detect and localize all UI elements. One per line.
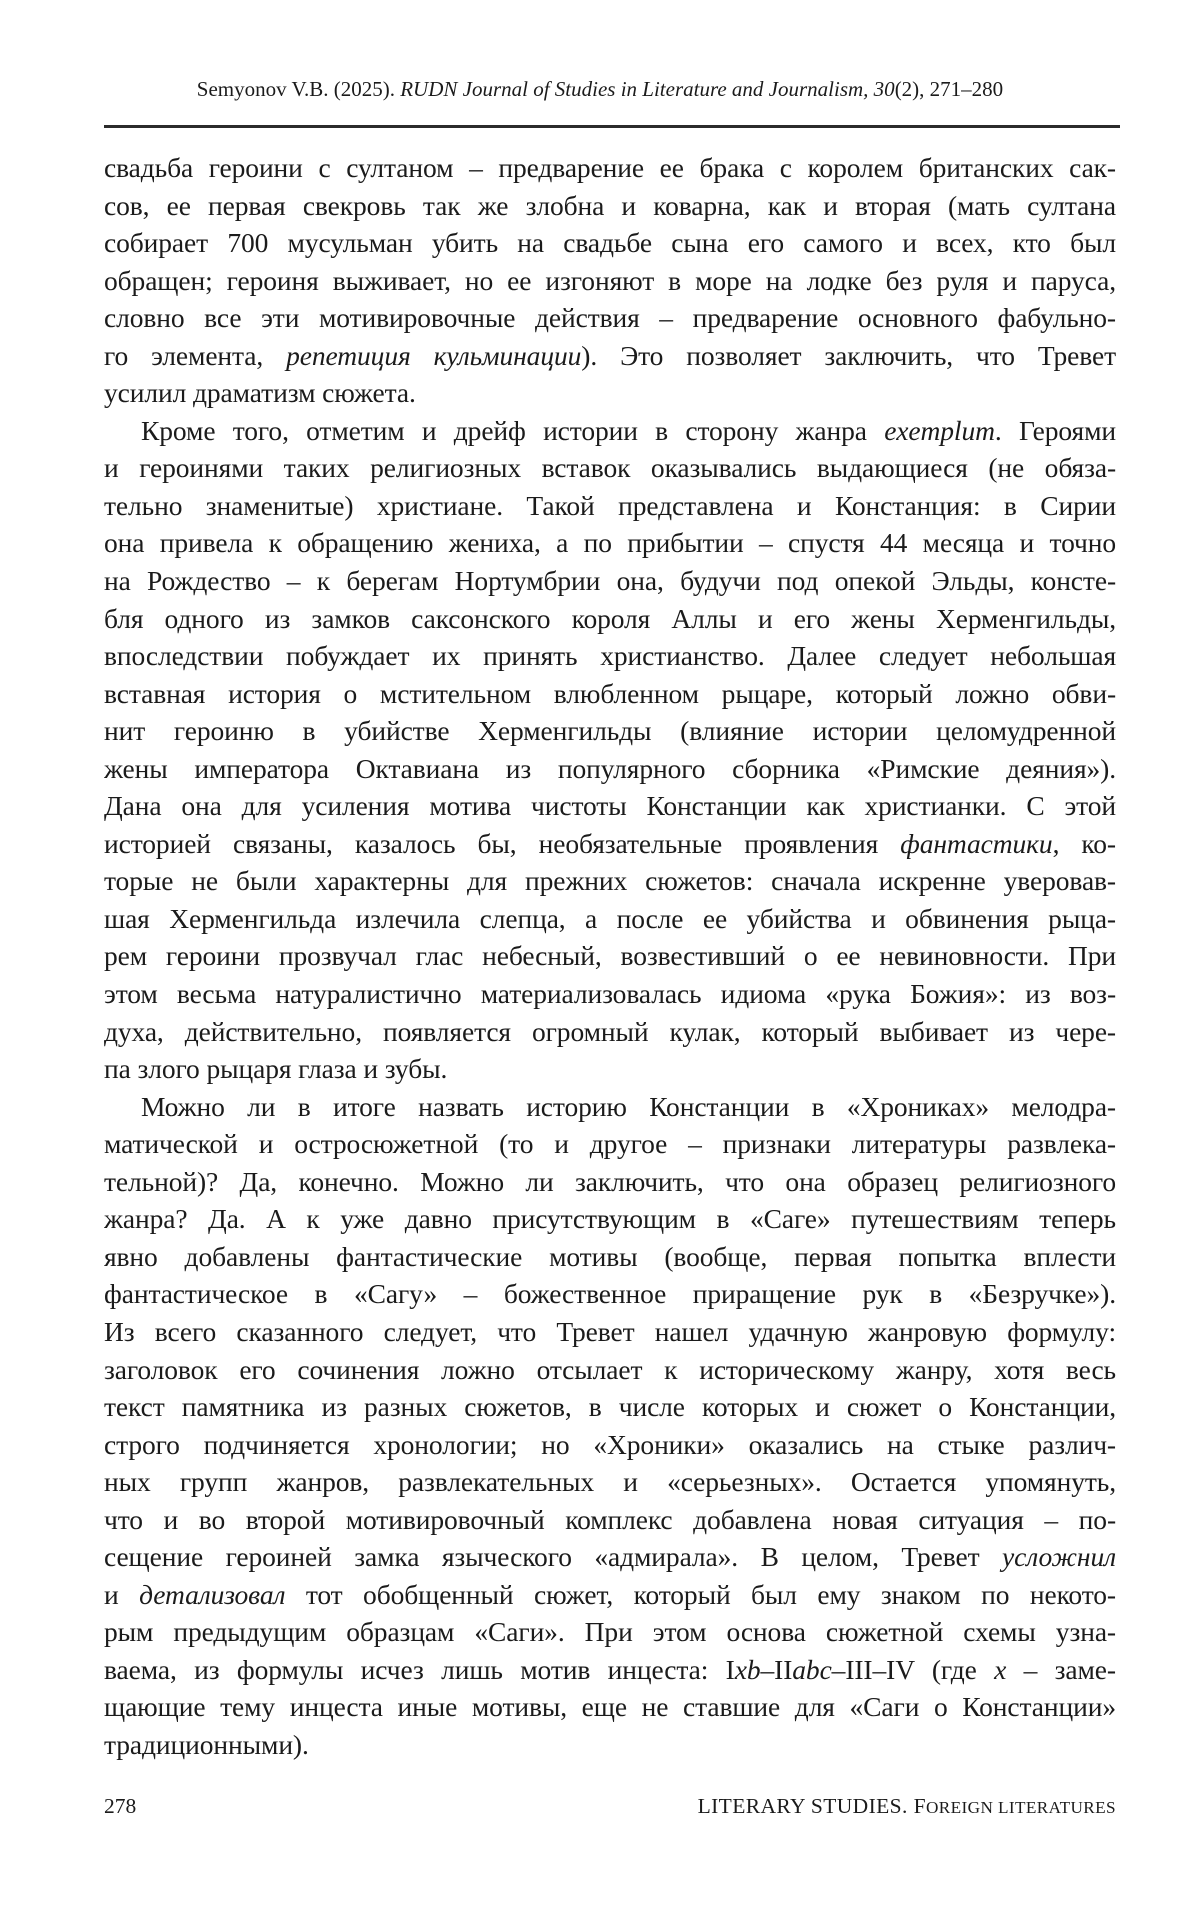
text-run: вставная история о мстительном влюбленном рыцаре, который ложно обви- [104,677,1116,709]
text-run: текст памятника из разных сюжетов, в числе которых и сюжет о Констанции, [104,1391,1116,1423]
text-run: жанра? Да. А к уже давно присутствующим в «Саге» путешествиям теперь [104,1203,1116,1235]
text-run: матической и остросюжетной (то и другое – признаки литературы развлека- [104,1128,1116,1160]
text-run: ваема, из формулы исчез лишь мотив инцеста: I [104,1653,735,1685]
text-run: LITERARY STUDIES. F [697,1794,926,1818]
text-run: го элемента, [104,339,287,371]
text-run: тельной)? Да, конечно. Можно ли заключить, что она образец религиозного [104,1165,1116,1197]
body-line [104,862,1116,900]
text-run: рым предыдущим образцам «Саги». При этом основа сюжетной схемы узна- [104,1616,1116,1648]
body-line [104,1238,1116,1276]
body-line [104,937,1116,975]
body-line [104,1538,1116,1576]
body-line [104,1613,1116,1651]
text-run: Можно ли в итоге назвать историю Констанции в «Хрониках» мелодра- [141,1090,1116,1122]
header-divider-rule [104,125,1120,128]
body-line [104,1501,1116,1539]
text-run: , ко- [1052,827,1116,859]
text-run: этом весьма натуралистично материализовалась идиома «рука Божия»: из воз- [104,978,1116,1010]
text-run: и [104,1578,140,1610]
body-line [104,1313,1116,1351]
body-line [104,487,1116,525]
text-run: духа, действительно, появляется огромный кулак, который выбивает из чере- [104,1015,1116,1047]
page-number: 278 [104,1794,137,1818]
body-line [104,1426,1116,1464]
body-line [104,1088,1116,1126]
text-run: что и во второй мотивировочный комплекс добавлена новая ситуация – по- [104,1503,1116,1535]
text-run: – заме- [1006,1653,1116,1685]
body-line [104,1688,1116,1726]
text-run: торые не были характерны для прежних сюжетов: сначала искренне уверовав- [104,865,1116,897]
text-run: собирает 700 мусульман убить на свадьбе сына его самого и всех, кто был [104,227,1116,259]
body-line [104,675,1116,713]
text-run: –II [760,1653,793,1685]
text-run: сов, ее первая свекровь так же злобна и коварна, как и вторая (мать султана [104,189,1116,221]
body-line [104,1050,1116,1088]
text-run: на Рождество – к берегам Нортумбрии она, будучи под опекой Эльды, консте- [104,565,1116,597]
body-line [104,1163,1116,1201]
section-running-head [698,1792,1116,1822]
body-line [104,825,1116,863]
body-line [104,600,1116,638]
text-run: впоследствии побуждает их принять христианство. Далее следует небольшая [104,640,1116,672]
body-line [104,449,1116,487]
body-line [104,524,1116,562]
text-run: –III–IV (где [831,1653,995,1685]
text-run: фантастики [900,827,1053,859]
body-line [104,412,1116,450]
text-run: exemplum [884,414,995,446]
text-run: традиционными). [104,1728,309,1760]
text-run: Из всего сказанного следует, что Тревет нашел удачную жанровую формулу: [104,1315,1116,1347]
text-run: Дана она для усиления мотива чистоты Констанции как христианки. С этой [104,790,1116,822]
text-run: xb [734,1653,761,1685]
body-line [104,187,1116,225]
text-run: шая Херменгильда излечила слепца, а после ее убийства и обвинения рыца- [104,902,1116,934]
text-run: па злого рыцаря глаза и зубы. [104,1053,448,1085]
text-run: детализовал [139,1578,286,1610]
body-line [104,1275,1116,1313]
text-run: x [994,1653,1007,1685]
text-run: жены императора Октавиана из популярного сборника «Римские деяния»). [104,752,1116,784]
body-line [104,1388,1116,1426]
body-line [104,374,1116,412]
body-line [104,1013,1116,1051]
body-line [104,149,1116,187]
body-line [104,299,1116,337]
paragraph [104,412,1116,1088]
body-line [104,750,1116,788]
body-line [104,1125,1116,1163]
text-run: свадьба героини с султаном – предварение ее брака с королем британских сак- [104,152,1116,183]
text-run: щающие тему инцеста иные мотивы, еще не ставшие для «Саги о Констанции» [104,1691,1116,1723]
running-header-citation [0,76,1200,102]
text-run: и героинями таких религиозных вставок оказывались выдающиеся (не обяза- [104,452,1116,484]
text-run: строго подчиняется хронологии; но «Хроники» оказались на стыке различ- [104,1428,1116,1460]
text-run: тельно знаменитые) христиане. Такой представлена и Констанция: в Сирии [104,489,1116,521]
text-run: она привела к обращению жениха, а по прибытии – спустя 44 месяца и точно [104,527,1116,559]
body-line [104,787,1116,825]
text-run: ных групп жанров, развлекательных и «серьезных». Остается упомянуть, [104,1466,1116,1498]
body-line [104,1726,1116,1764]
text-run: RUDN Journal of Studies in Literature and Journalism, 30 [400,77,895,101]
text-run: нит героиню в убийстве Херменгильды (влияние истории целомудренной [104,715,1116,747]
paragraph [104,1088,1116,1764]
body-line [104,900,1116,938]
body-line [104,712,1116,750]
text-run: словно все эти мотивировочные действия – предварение основного фабульно- [104,302,1116,334]
body-line [104,562,1116,600]
body-line [104,975,1116,1013]
body-line [104,637,1116,675]
body-line [104,1576,1116,1614]
text-run: (2), 271–280 [894,77,1004,101]
text-run: тот обобщенный сюжет, который был ему знаком по некото- [285,1578,1116,1610]
text-run: репетиция кульминации [286,339,582,371]
body-line [104,1651,1116,1689]
body-line [104,337,1116,375]
text-run: . Героями [994,414,1116,446]
text-run: заголовок его сочинения ложно отсылает к историческому жанру, хотя весь [104,1353,1116,1385]
paragraph [104,149,1116,412]
text-run: OREIGN LITERATURES [925,1798,1116,1817]
text-run: сещение героиней замка языческого «адмирала». В целом, Тревет [104,1541,1003,1573]
article-body-text [104,149,1116,1764]
body-line [104,1463,1116,1501]
text-run: явно добавлены фантастические мотивы (вообще, первая попытка вплести [104,1240,1116,1272]
body-line [104,262,1116,300]
text-run: Semyonov V.B. (2025). [196,77,401,101]
text-run: усилил драматизм сюжета. [104,377,416,409]
text-run: Кроме того, отметим и дрейф истории в сторону жанра [141,414,885,446]
body-line [104,224,1116,262]
page-footer [104,1792,1116,1822]
text-run: ). Это позволяет заключить, что Тревет [581,339,1116,371]
text-run: рем героини прозвучал глас небесный, возвестивший о ее невиновности. При [104,940,1116,972]
text-run: обращен; героиня выживает, но ее изгоняют в море на лодке без руля и паруса, [104,264,1116,296]
body-line [104,1200,1116,1238]
text-run: фантастическое в «Сагу» – божественное приращение рук в «Безручке»). [104,1278,1116,1310]
text-run: abc [792,1653,832,1685]
text-run: историей связаны, казалось бы, необязательные проявления [104,827,901,859]
text-run: бля одного из замков саксонского короля Аллы и его жены Херменгильды, [104,602,1116,634]
text-run: усложнил [1002,1541,1116,1573]
body-line [104,1351,1116,1389]
